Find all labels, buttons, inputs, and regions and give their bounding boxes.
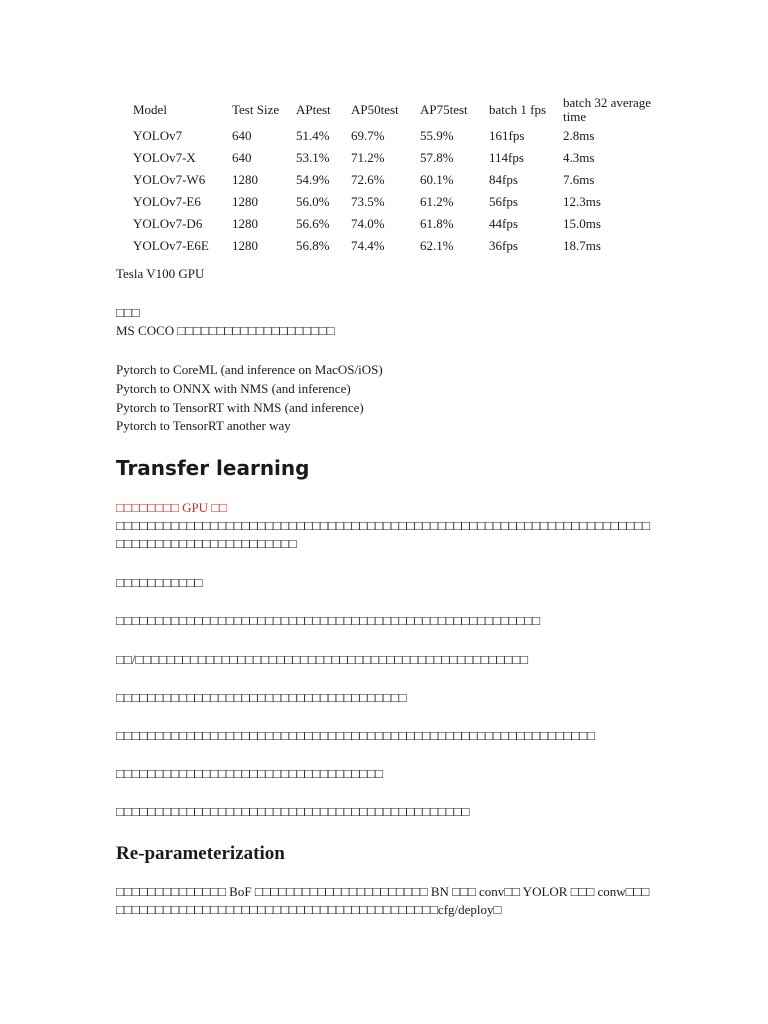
transfer-item: □□□□□□□□□□□□□□□□□□□□□□□□□□□□□□□□□□□□□: [116, 690, 407, 705]
transfer-paragraph-tail: □□□□□□□□□□□: [116, 575, 203, 590]
table-cell: 1280: [232, 194, 258, 209]
transfer-item: □□□□□□□□□□□□□□□□□□□□□□□□□□□□□□□□□□: [116, 766, 383, 781]
header-ap75test: AP75test: [420, 102, 468, 117]
table-cell: 51.4%: [296, 128, 330, 143]
note-line: MS COCO □□□□□□□□□□□□□□□□□□□□: [116, 323, 335, 338]
table-cell: YOLOv7-W6: [133, 172, 206, 187]
table-cell: 1280: [232, 216, 258, 231]
export-link-onnx[interactable]: Pytorch to ONNX with NMS (and inference): [116, 381, 351, 396]
table-cell: 640: [232, 128, 252, 143]
table-cell: 2.8ms: [563, 128, 595, 143]
table-cell: YOLOv7: [133, 128, 183, 143]
table-cell: 53.1%: [296, 150, 330, 165]
table-cell: 71.2%: [351, 150, 385, 165]
table-cell: 1280: [232, 238, 258, 253]
transfer-item: □□□□□□□□□□□□□□□□□□□□□□□□□□□□□□□□□□□□□□□□□□□□□□□□□□□□□□: [116, 613, 541, 628]
reparam-paragraph: □□□□□□□□□□□□□□ BoF □□□□□□□□□□□□□□□□□□□□□□ BN □□□ conv□□ YOLOR □□□ conw□□□□□□□□□□□□□□□□□□□□□□□□□□□□□□□□□□□□□□□□□□□□cfg/deploy□: [116, 884, 650, 917]
table-cell: 12.3ms: [563, 194, 601, 209]
table-cell: 56.0%: [296, 194, 330, 209]
note-heading: □□□: [116, 305, 140, 320]
table-cell: 60.1%: [420, 172, 454, 187]
table-cell: 57.8%: [420, 150, 454, 165]
header-batch32-time: batch 32 average time: [563, 95, 652, 124]
table-cell: 61.8%: [420, 216, 454, 231]
table-cell: 161fps: [489, 128, 525, 143]
export-link-tensorrt-other[interactable]: Pytorch to TensorRT another way: [116, 418, 291, 433]
table-cell: 640: [232, 150, 252, 165]
table-caption: Tesla V100 GPU: [116, 266, 205, 281]
header-aptest: APtest: [296, 102, 331, 117]
transfer-item: □□/□□□□□□□□□□□□□□□□□□□□□□□□□□□□□□□□□□□□□□□□□□□□□□□□□□: [116, 652, 528, 667]
results-table: [127, 95, 673, 257]
table-cell: 73.5%: [351, 194, 385, 209]
table-cell: 56.8%: [296, 238, 330, 253]
transfer-item: □□□□□□□□□□□□□□□□□□□□□□□□□□□□□□□□□□□□□□□□□□□□□□□□□□□□□□□□□□□□□: [116, 728, 595, 743]
table-cell: 72.6%: [351, 172, 385, 187]
table-cell: 62.1%: [420, 238, 454, 253]
table-cell: 44fps: [489, 216, 518, 231]
export-link-tensorrt-nms[interactable]: Pytorch to TensorRT with NMS (and inference): [116, 400, 364, 415]
table-cell: 1280: [232, 172, 258, 187]
table-row: [127, 191, 673, 213]
table-cell: 36fps: [489, 238, 518, 253]
gpu-note-red: □□□□□□□□ GPU □□: [116, 500, 228, 515]
table-cell: YOLOv7-X: [133, 150, 196, 165]
table-cell: 74.0%: [351, 216, 385, 231]
table-cell: 18.7ms: [563, 238, 601, 253]
table-row: [127, 213, 673, 235]
table-cell: 56.6%: [296, 216, 330, 231]
table-cell: YOLOv7-E6: [133, 194, 201, 209]
table-cell: 15.0ms: [563, 216, 601, 231]
transfer-item: □□□□□□□□□□□□□□□□□□□□□□□□□□□□□□□□□□□□□□□□□□□□□: [116, 804, 470, 819]
export-link-coreml[interactable]: Pytorch to CoreML (and inference on MacOS/iOS): [116, 362, 383, 377]
header-model: Model: [133, 102, 167, 117]
table-row: [127, 235, 673, 257]
table-cell: 7.6ms: [563, 172, 595, 187]
table-cell: 54.9%: [296, 172, 330, 187]
header-ap50test: AP50test: [351, 102, 399, 117]
header-test-size: Test Size: [232, 102, 280, 117]
table-cell: YOLOv7-D6: [133, 216, 203, 231]
section-heading-transfer: Transfer learning: [116, 456, 310, 480]
table-header-row: [127, 95, 673, 125]
table-cell: 74.4%: [351, 238, 385, 253]
section-heading-reparam: Re-parameterization: [116, 843, 285, 864]
table-cell: 55.9%: [420, 128, 454, 143]
table-cell: 84fps: [489, 172, 518, 187]
table-row: [127, 147, 673, 169]
header-batch1-fps: batch 1 fps: [489, 102, 547, 117]
table-cell: 69.7%: [351, 128, 385, 143]
table-cell: YOLOv7-E6E: [133, 238, 209, 253]
table-cell: 61.2%: [420, 194, 454, 209]
table-row: [127, 169, 673, 191]
transfer-paragraph: □□□□□□□□□□□□□□□□□□□□□□□□□□□□□□□□□□□□□□□□□□□□□□□□□□□□□□□□□□□□□□□□□□□□□□□□□□□□□□□□□□□□□□□□□□□: [116, 518, 650, 551]
table-cell: 56fps: [489, 194, 518, 209]
table-row: [127, 125, 673, 147]
table-cell: 4.3ms: [563, 150, 595, 165]
table-cell: 114fps: [489, 150, 524, 165]
